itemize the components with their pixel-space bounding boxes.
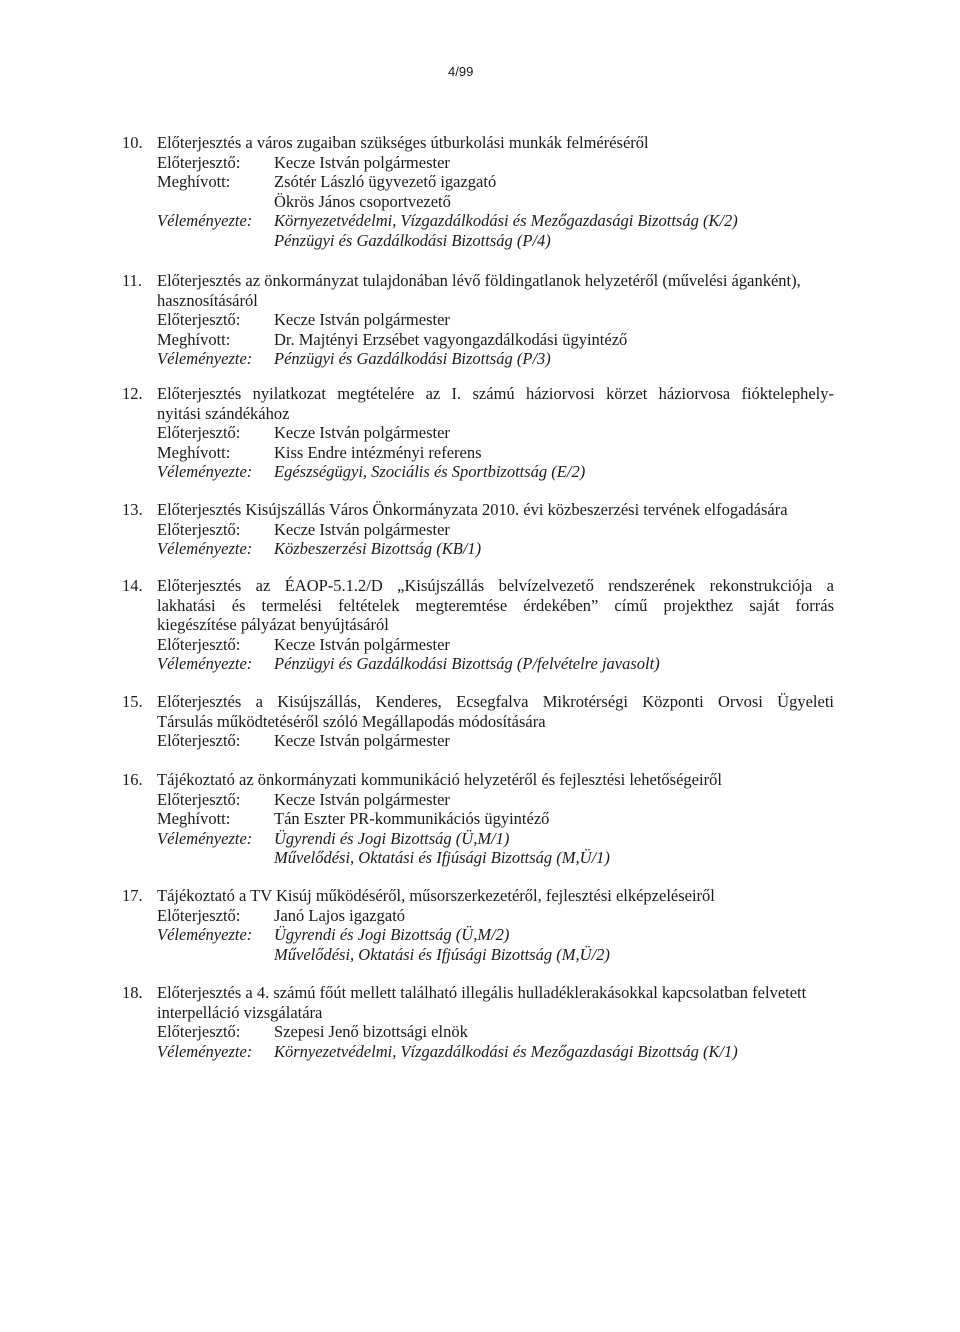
reviewed-row bbox=[157, 654, 834, 674]
item-number: 14. bbox=[122, 576, 143, 595]
reviewed-value bbox=[274, 211, 834, 250]
reviewed-value: Egészségügyi, Szociális és Sportbizottság (E/2) bbox=[274, 462, 586, 481]
invited-value: Kiss Endre intézményi referens bbox=[274, 442, 482, 462]
presenter-label: Előterjesztő: bbox=[157, 152, 241, 172]
presenter-row bbox=[157, 153, 834, 173]
reviewed-row bbox=[157, 925, 834, 964]
presenter-row bbox=[157, 520, 834, 540]
item-title-line: nyitási szándékához bbox=[157, 403, 290, 423]
item-number: 11. bbox=[122, 271, 143, 290]
item-number: 12. bbox=[122, 384, 143, 403]
item-title-line: interpelláció vizsgálatára bbox=[157, 1002, 323, 1022]
presenter-value: Kecze István polgármester bbox=[274, 152, 450, 172]
agenda-item bbox=[122, 133, 834, 250]
presenter-row bbox=[157, 731, 834, 751]
reviewed-row bbox=[157, 1042, 834, 1062]
presenter-row bbox=[157, 310, 834, 330]
invited-value bbox=[274, 172, 834, 211]
agenda-item bbox=[122, 384, 834, 482]
reviewed-value bbox=[274, 925, 834, 964]
item-title: Tájékoztató a TV Kisúj működéséről, műsorszerkezetéről, fejlesztési elképzeléseiről bbox=[157, 886, 715, 905]
item-title: Előterjesztés Kisújszállás Város Önkormányzata 2010. évi közbeszerzési tervének elfogadására bbox=[157, 500, 788, 519]
reviewed-label: Véleményezte: bbox=[157, 1041, 253, 1061]
reviewed-value: Pénzügyi és Gazdálkodási Bizottság (P/felvételre javasolt) bbox=[274, 654, 660, 673]
presenter-label: Előterjesztő: bbox=[157, 634, 241, 654]
agenda-item bbox=[122, 692, 834, 751]
agenda-item bbox=[122, 983, 834, 1061]
invited-label: Meghívott: bbox=[157, 442, 231, 462]
reviewed-line: Ügyrendi és Jogi Bizottság (Ü,M/1) bbox=[274, 828, 510, 848]
item-title-line: Előterjesztés nyilatkozat megtételére az I. számú háziorvosi körzet háziorvosa fióktelephely- bbox=[157, 384, 834, 403]
item-number: 13. bbox=[122, 500, 143, 519]
presenter-value: Janó Lajos igazgató bbox=[274, 905, 406, 925]
presenter-value: Kecze István polgármester bbox=[274, 423, 450, 442]
reviewed-row bbox=[157, 211, 834, 250]
item-number: 18. bbox=[122, 983, 143, 1002]
presenter-value: Kecze István polgármester bbox=[274, 731, 450, 750]
item-title-line: kiegészítése pályázat benyújtásáról bbox=[157, 615, 389, 634]
presenter-value: Kecze István polgármester bbox=[274, 519, 450, 539]
reviewed-line: Környezetvédelmi, Vízgazdálkodási és Mezőgazdasági Bizottság (K/2) bbox=[274, 211, 738, 230]
presenter-label: Előterjesztő: bbox=[157, 789, 241, 809]
reviewed-label: Véleményezte: bbox=[157, 828, 253, 848]
presenter-label: Előterjesztő: bbox=[157, 905, 241, 925]
reviewed-line: Ügyrendi és Jogi Bizottság (Ü,M/2) bbox=[274, 925, 510, 944]
invited-row bbox=[157, 330, 834, 350]
invited-label: Meghívott: bbox=[157, 329, 231, 349]
item-number: 16. bbox=[122, 770, 143, 789]
reviewed-value bbox=[274, 829, 834, 868]
presenter-label: Előterjesztő: bbox=[157, 310, 241, 329]
reviewed-label: Véleményezte: bbox=[157, 654, 253, 673]
presenter-row bbox=[157, 790, 834, 810]
presenter-row bbox=[157, 906, 834, 926]
invited-label: Meghívott: bbox=[157, 172, 231, 191]
invited-line: Zsótér László ügyvezető igazgató bbox=[274, 172, 497, 191]
presenter-value: Kecze István polgármester bbox=[274, 310, 450, 329]
reviewed-row bbox=[157, 462, 834, 482]
item-title-line: Előterjesztés az ÉAOP-5.1.2/D „Kisújszállás belvízelvezető rendszerének rekonstrukciója a bbox=[157, 576, 834, 595]
invited-row bbox=[157, 443, 834, 463]
reviewed-line: Művelődési, Oktatási és Ifjúsági Bizottság (M,Ü/1) bbox=[274, 848, 610, 867]
reviewed-label: Véleményezte: bbox=[157, 349, 253, 368]
invited-row bbox=[157, 172, 834, 211]
agenda-item bbox=[122, 770, 834, 868]
item-title: Előterjesztés a város zugaiban szükséges útburkolási munkák felméréséről bbox=[157, 133, 649, 152]
reviewed-label: Véleményezte: bbox=[157, 539, 253, 558]
invited-value: Tán Eszter PR-kommunikációs ügyintéző bbox=[274, 809, 550, 828]
presenter-value: Szepesi Jenő bizottsági elnök bbox=[274, 1022, 468, 1041]
presenter-label: Előterjesztő: bbox=[157, 519, 241, 539]
reviewed-line: Pénzügyi és Gazdálkodási Bizottság (P/4) bbox=[274, 230, 551, 250]
page-number: 4/99 bbox=[448, 64, 474, 79]
agenda-item bbox=[122, 500, 834, 559]
presenter-row bbox=[157, 423, 834, 443]
reviewed-row bbox=[157, 829, 834, 868]
presenter-value: Kecze István polgármester bbox=[274, 789, 450, 809]
reviewed-label: Véleményezte: bbox=[157, 211, 253, 230]
presenter-row bbox=[157, 1022, 834, 1042]
item-title-line: lakhatási és termelési feltételek megteremtése érdekében” című projekthez saját forrás bbox=[157, 595, 834, 615]
reviewed-value: Környezetvédelmi, Vízgazdálkodási és Mezőgazdasági Bizottság (K/1) bbox=[274, 1041, 738, 1061]
item-number: 15. bbox=[122, 692, 143, 711]
invited-row bbox=[157, 809, 834, 829]
presenter-label: Előterjesztő: bbox=[157, 731, 241, 750]
agenda-item bbox=[122, 576, 834, 674]
reviewed-row bbox=[157, 349, 834, 369]
item-title-line: Előterjesztés az önkormányzat tulajdonában lévő földingatlanok helyzetéről (művelési áganként), bbox=[157, 271, 801, 290]
agenda-item bbox=[122, 886, 834, 964]
invited-line: Ökrös János csoportvezető bbox=[274, 191, 451, 211]
agenda-item bbox=[122, 271, 834, 369]
reviewed-label: Véleményezte: bbox=[157, 462, 253, 481]
item-title-line: Előterjesztés a Kisújszállás, Kenderes, Ecsegfalva Mikrotérségi Központi Orvosi Ügyeleti bbox=[157, 692, 834, 711]
item-number: 10. bbox=[122, 133, 143, 152]
item-title-line: Előterjesztés a 4. számú főút mellett található illegális hulladéklerakásokkal kapcsolatban felvetett bbox=[157, 983, 807, 1002]
reviewed-label: Véleményezte: bbox=[157, 925, 253, 944]
presenter-label: Előterjesztő: bbox=[157, 423, 241, 442]
item-title-line: hasznosításáról bbox=[157, 290, 258, 310]
invited-value: Dr. Majtényi Erzsébet vagyongazdálkodási ügyintéző bbox=[274, 329, 628, 349]
reviewed-line: Művelődési, Oktatási és Ifjúsági Bizottság (M,Ü/2) bbox=[274, 944, 610, 964]
reviewed-value: Pénzügyi és Gazdálkodási Bizottság (P/3) bbox=[274, 349, 551, 368]
item-title-line: Társulás működtetéséről szóló Megállapodás módosítására bbox=[157, 711, 546, 731]
invited-label: Meghívott: bbox=[157, 809, 231, 828]
presenter-label: Előterjesztő: bbox=[157, 1022, 241, 1041]
reviewed-row bbox=[157, 539, 834, 559]
item-number: 17. bbox=[122, 886, 143, 905]
item-title: Tájékoztató az önkormányzati kommunikáció helyzetéről és fejlesztési lehetőségeiről bbox=[157, 770, 722, 789]
reviewed-value: Közbeszerzési Bizottság (KB/1) bbox=[274, 539, 482, 558]
presenter-row bbox=[157, 635, 834, 655]
presenter-value: Kecze István polgármester bbox=[274, 634, 450, 654]
